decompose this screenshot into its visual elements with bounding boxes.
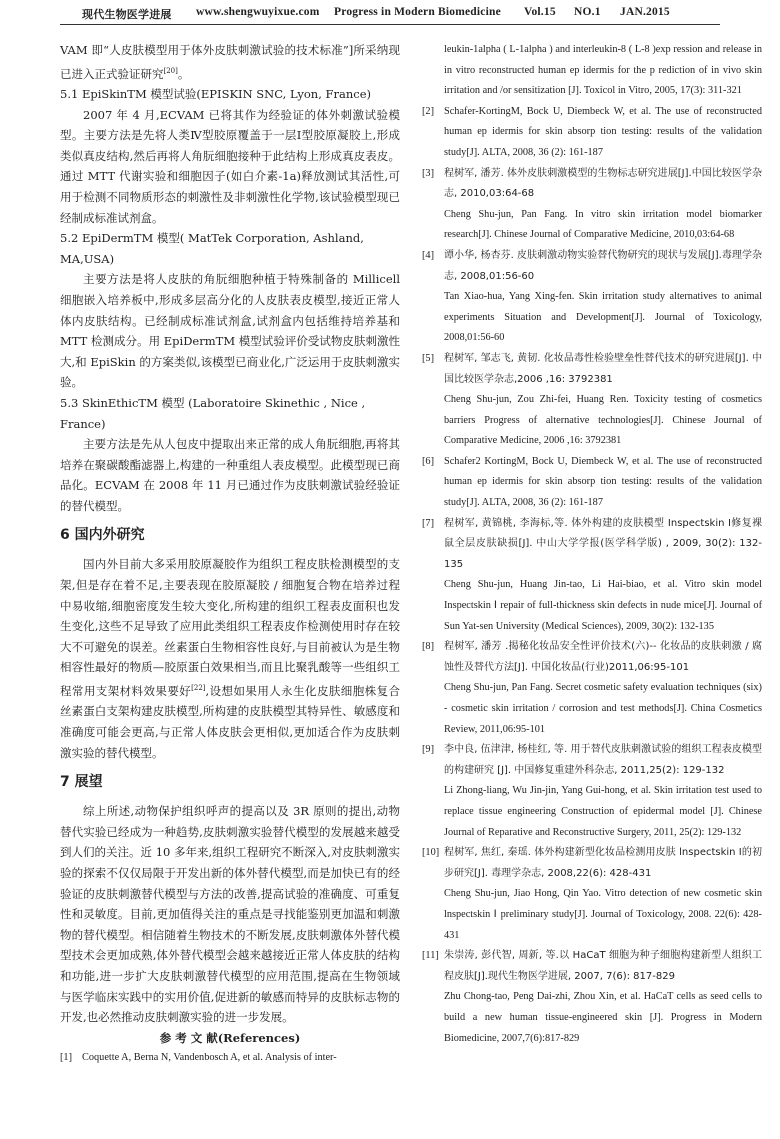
journal-name-cn: 现代生物医学进展 [82,8,172,21]
right-column [422,40,762,1049]
reference-item [422,637,762,740]
journal-website: www.shengwuyixue.com [196,6,320,18]
reference-text-en: Cheng Shu-jun, Pan Fang. In vitro skin irritation model biomarker research[J]. Chinese Journal of Comparative Medicine, 2010,03:64-68 [444,208,762,241]
reference-number: [2] [422,105,435,117]
reference-number: [11] [422,950,439,962]
section-5-1-body: 2007 年 4 月,ECVAM 已将其作为经验证的体外刺激试验模型。主要方法是先将人类Ⅳ型胶原覆盖于一层Ⅰ型胶原凝胶上,形成类似真皮结构,然后再将人角朊细胞接种于此结构上形成真皮表皮。通过 MTT 代谢实验和细胞因子(如白介素-1a)释放测试其活性,可用于检测不同物质形态的刺激性及非刺激性化学物,该试验模型现已经制成标准试剂盒。 [60,107,400,225]
journal-number: NO.1 [574,6,601,18]
reference-item [422,164,762,246]
references-title: 参 考 文 献(References) [159,1030,301,1045]
reference-text-zh: 程树军, 潘芳. 体外皮肤刺激模型的生物标志研究进展[J].中国比较医学杂志, 2010,03:64-68 [444,167,762,200]
reference-number: [8] [422,641,435,653]
journal-name-en: Progress in Modern Biomedicine [334,6,501,18]
reference-number: [7] [422,517,435,529]
header-rule [60,24,720,25]
reference-item [422,946,762,1049]
reference-text-en: Cheng Shu-jun, Huang Jin-tao, Li Hai-biao, et al. Vitro skin model Inspectskin Ⅰ repair of full-thickness skin defects in nude mice[J]. Journal of Sun Yat-sen University (Medical Sciences), 2009, 30(2): 132-135 [444,579,762,632]
reference-list [422,102,762,1049]
section-5-2-body: 主要方法是将人皮肤的角朊细胞种植于特殊制备的 Millicell 细胞嵌入培养板中,形成多层高分化的人皮肤表皮模型,接近正常人体内皮肤结构。已经制成标准试剂盒,试剂盒内包括维持培养基和 MTT 检测成分。用 EpiDermTM 模型试验评价受试物皮肤刺激性大,和 EpiSkin 的方案类似,该模型已商业化,广泛运用于皮肤刺激实验。 [60,272,400,390]
section-6-title: 6 国内外研究 [60,527,145,544]
reference-text-en: Tan Xiao-hua, Yang Xing-fen. Skin irritation study alternatives to animal experiments Situation and Development[J]. Journal of Toxicology, 2008,01:56-60 [444,291,762,344]
reference-text-zh: 朱崇涛, 彭代智, 周新, 等.以 HaCaT 细胞为种子细胞构建新型人组织工程皮肤[J].现代生物医学进展, 2007, 7(6): 817-829 [444,950,762,982]
reference-item [422,514,762,638]
section-5-2-title: 5.2 EpiDermTM 模型( MatTek Corporation, Ashland, MA,USA) [60,231,364,266]
running-header [60,4,720,26]
section-6-body: 国内外目前大多采用胶原凝胶作为组织工程皮肤检测模型的支架,但是存在着不足,主要表现在胶原凝胶 / 细胞复合物在培养过程中易收缩,细胞密度发生较大变化,所构建的组织工程表皮面积也发生变化,这些不足导致了应用此类组织工程表皮作检测使用时存在较大不可避免的误差。丝素蛋白生物相容性良好,与目前被认为是生物相容性最好的物质—胶原蛋白效果相当,而且比聚乳酸等一些组织工程常用支架材料效果要好[22],设想如果用人永生化皮肤细胞株复合丝素蛋白支架构建皮肤模型,所构建的皮肤模型其特异性、敏感度和准确度可能会更高,与正常人体皮肤会更相似,更加适合作为皮肤刺激实验的替代模型。 [60,557,400,760]
reference-text-zh: 李中良, 伍津津, 杨桂红, 等. 用于替代皮肤刺激试验的组织工程表皮模型的构建研究 [J]. 中国修复重建外科杂志, 2011,25(2): 129-132 [444,744,762,776]
citation: [20] [163,66,178,75]
reference-number: [9] [422,744,435,756]
reference-text: leukin-1alpha ( L-1alpha ) and interleukin-8 ( L-8 )exp ression and release in in vitro reconstructed human ep idermis for the p rediction of in vivo skin irritation and /or sensitization [J]. Toxicol in Vitro, 2005, 17(3): 311-321 [444,44,762,97]
journal-volume: Vol.15 [524,6,556,18]
section-5-3-body: 主要方法是先从人包皮中提取出来正常的成人角朊细胞,再将其培养在聚碳酸酯滤器上,构建的一种重组人表皮模型。此模型现已商品化。ECVAM 在 2008 年 11 月已通过作为皮肤刺激试验经验证的替代模型。 [60,437,400,513]
reference-number: [6] [422,455,435,467]
reference-number: [3] [422,167,435,179]
reference-number: [5] [422,352,435,364]
journal-date: JAN.2015 [620,6,670,18]
reference-text-zh: 程树军, 潘芳 .揭秘化妆品安全性评价技术(六)-- 化妆品的皮肤刺激 / 腐蚀性及替代方法[J]. 中国化妆品(行业)2011,06:95-101 [444,641,762,673]
section-5-1-title: 5.1 EpiSkinTM 模型试验(EPISKIN SNC, Lyon, France) [60,87,371,102]
section-7-body: 综上所述,动物保护组织呼声的提高以及 3R 原则的提出,动物替代实验已经成为一种趋势,皮肤刺激实验替代模型的发展越来越受到人们的关注。近 10 多年来,组织工程研究不断深入,对皮肤刺激实验的探索不仅仅局限于开发出新的体外替代模型,而是加快已有的经验证的皮肤刺激替代模型与方法的改善,提高试验的准确度、可重复性和灵敏度。目前,更加值得关注的重点是寻找能鉴别更加温和刺激物的替代模型。相信随着生物技术的不断发展,皮肤刺激体外替代模型技术会更加成熟,体外替代模型会越来越接近正常人体皮肤的结构和功能,进一步扩大皮肤刺激替代模型的应用范围,提高在生物领域与医学临床实践中的实用价值,促进新的敏感而特异的皮肤标志物的开发,也必然推动皮肤刺激实验的进一步发展。 [60,804,400,1025]
reference-text-zh: 程树军, 邹志飞, 黄韧. 化妆品毒性检验壁垒性替代技术的研究进展[J]. 中国比较医学杂志,2006 ,16: 3792381 [444,352,762,385]
reference-text-zh: 程树军, 黄锦桃, 李海标,等. 体外构建的皮肤模型 Inspectskin Ⅰ修复裸鼠全层皮肤缺损[J]. 中山大学学报(医学科学版) , 2009, 30(2): 132-135 [444,517,762,570]
reference-number: [10] [422,847,440,859]
intro-paragraph: VAM 即“人皮肤模型用于体外皮肤刺激试验的技术标准”]所采纳现已进入正式验证研究[20]。 [60,43,400,81]
reference-item [422,740,762,843]
reference-item [60,1048,400,1069]
reference-item [422,843,762,946]
reference-text-en: Schafer-KortingM, Bock U, Diembeck W, et al. The use of reconstructed human ep idermis for skin absorp tion testing: results of the validation study[J]. ALTA, 2008, 36 (2): 161-187 [444,105,762,158]
reference-item [422,349,762,452]
reference-item [422,452,762,514]
reference-item [422,40,762,102]
citation: [22] [191,684,206,693]
reference-text-zh: 程树军, 焦红, 秦瑶. 体外构建新型化妆品检测用皮肤 lnspectskin Ⅰ的初步研究[J]. 毒理学杂志, 2008,22(6): 428-431 [444,847,762,879]
reference-number: [1] [60,1051,73,1063]
reference-text-en: Li Zhong-liang, Wu Jin-jin, Yang Gui-hong, et al. Skin irritation test used to replace tissue engineering Construction of epidermal model [J]. Chinese Journal of Reparative and Reconstructive Surgery, 2011, 25(2): 129-132 [444,785,762,838]
reference-text-en: Zhu Chong-tao, Peng Dai-zhi, Zhou Xin, et al. HaCaT cells as seed cells to build a new human tissue-engineered skin [J]. Progress in Modern Biomedicine, 2007,7(6):817-829 [444,991,762,1044]
section-5-3-title: 5.3 SkinEthicTM 模型 (Laboratoire Skinethic , Nice , France) [60,395,366,431]
left-column [60,40,400,1068]
reference-item [422,246,762,349]
reference-text-en: Cheng Shu-jun, Pan Fang. Secret cosmetic safety evaluation techniques (six) - cosmetic skin irritation / corrosion and test methods[J]. China Cosmetics Review, 2011,06:95-101 [444,682,762,735]
reference-item [422,102,762,164]
reference-number: [4] [422,249,435,261]
reference-text-en: Cheng Shu-jun, Zou Zhi-fei, Huang Ren. Toxicity testing of cosmetics barriers Progress of alternative technologies[J]. Chinese Journal of Comparative Medicine, 2006 ,16: 3792381 [444,394,762,447]
reference-text-en: Schafer2 KortingM, Bock U, Diembeck W, et al. The use of reconstructed human ep idermis for skin absorp tion testing: results of the validation study[J]. ALTA, 2008, 36 (2): 161-187 [444,455,762,509]
section-7-title: 7 展望 [60,774,103,791]
reference-text-en: Cheng Shu-jun, Jiao Hong, Qin Yao. Vitro detection of new cosmetic skin lnspectskin Ⅰ preliminary study[J]. Journal of Toxicology, 2008. 22(6): 428-431 [444,888,762,941]
reference-text: Coquette A, Berna N, Vandenbosch A, et al. Analysis of inter- [82,1051,337,1063]
reference-text-zh: 谭小华, 杨杏芬. 皮肤刺激动物实验替代物研究的现状与发展[J].毒理学杂志, 2008,01:56-60 [444,249,762,282]
